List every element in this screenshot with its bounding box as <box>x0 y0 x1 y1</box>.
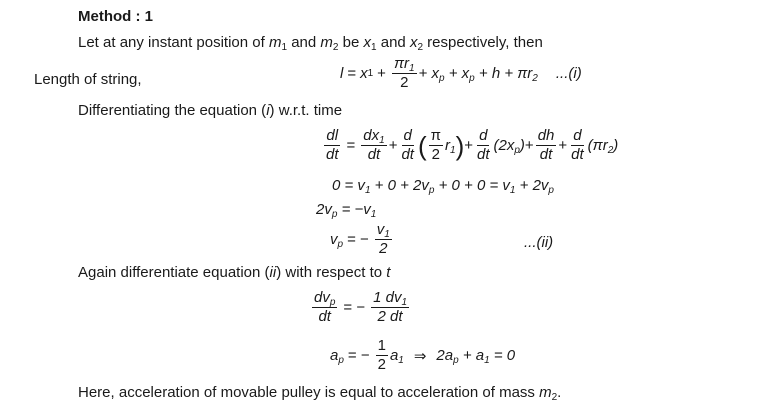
length-label: Length of string, <box>34 71 142 88</box>
intro-line <box>78 34 543 51</box>
eq1-equals: = <box>347 65 357 82</box>
eq1-x1: x <box>360 65 368 82</box>
eq2-pir2: $(\pi r_2)$ <box>587 137 619 156</box>
eq7-equals: = − <box>347 347 370 364</box>
eq5-fraction: $\frac{v_1}{2}$ <box>376 221 390 257</box>
equation-7 <box>330 338 515 373</box>
intro-x2: x <box>409 34 418 51</box>
eq1-rest: + $x_p + x_p + h + \pi r_2$ <box>418 65 538 84</box>
eq5-tag: ...(ii) <box>524 234 554 251</box>
eq1-frac-den: 2 <box>400 74 409 91</box>
eq2-plus-3: + <box>524 137 534 154</box>
eq1-fraction <box>392 56 417 91</box>
intro-m2: m <box>320 34 333 51</box>
eq7-lhs: $a_p$ <box>330 347 344 366</box>
eq7-fraction: $\frac{1}{2}$ <box>377 337 386 373</box>
eq2-2xp: $(2x_p)$ <box>493 137 525 156</box>
eq5-equals: = − <box>347 231 369 248</box>
eq2-rparen-1: ) <box>455 130 465 161</box>
eq1-plus: + <box>377 65 386 82</box>
eq1-lhs: l <box>340 65 344 82</box>
eq7-rhs: $2a_p + a_1 = 0$ <box>436 347 516 366</box>
method-heading: Method : 1 <box>78 8 153 25</box>
intro-x2-sub: 2 <box>417 42 423 53</box>
equation-4: $2v_p = -v_1$ <box>316 201 377 220</box>
eq2-dl-dt: $\frac{dl}{dt}$ <box>326 127 339 163</box>
intro-m2-sub: 2 <box>332 42 339 53</box>
again-text: Again differentiate equation (ii) with respect to t <box>78 264 391 281</box>
intro-x1: x <box>363 34 371 51</box>
intro-x1-sub: 1 <box>371 42 377 53</box>
eq1-frac-num: $\pi r_1$ <box>393 55 415 74</box>
differentiating-text: Differentiating the equation (i) w.r.t. time <box>78 102 343 119</box>
eq2-plus-4: + <box>558 137 568 154</box>
intro-m1-sub: 1 <box>281 42 288 53</box>
eq2-plus-1: + <box>388 137 398 154</box>
eq2-dx1-dt: $\frac{dx_1}{dt}$ <box>363 127 385 163</box>
eq2-dh-dt: $\frac{dh}{dt}$ <box>537 127 555 163</box>
eq7-a1: $a_1$ <box>389 347 404 366</box>
eq1-tag: ...(i) <box>555 65 582 82</box>
conclusion-text: Here, acceleration of movable pulley is equal to acceleration of mass $m_2$. <box>78 384 562 403</box>
eq2-d-dt-2: $\frac{d}{dt}$ <box>477 127 490 163</box>
eq2-equals: = <box>346 137 356 154</box>
intro-pre: Let at any instant position of <box>78 34 269 51</box>
eq2-d-dt-3: $\frac{d}{dt}$ <box>571 127 584 163</box>
eq5-lhs: $v_p$ <box>330 231 344 250</box>
eq2-r1: $r_1$ <box>445 137 456 156</box>
eq2-lparen-1: ( <box>417 130 427 161</box>
intro-m1: m <box>268 34 282 51</box>
intro-and2: and <box>376 34 410 51</box>
eq2-pi-over-2: $\frac{\pi}{2}$ <box>430 127 441 163</box>
eq6-equals: = − <box>343 299 366 316</box>
eq2-d-dt-1: $\frac{d}{dt}$ <box>401 127 414 163</box>
eq6-lhs-fraction: $\frac{dv_p}{dt}$ <box>314 289 336 325</box>
intro-be: be <box>338 34 364 51</box>
equation-6 <box>310 290 411 325</box>
eq6-rhs-fraction: $\frac{1 dv_1}{2 dt}$ <box>373 289 408 325</box>
intro-post: respectively, then <box>423 34 543 51</box>
equation-2 <box>322 128 618 163</box>
equation-3: $0 = v_1 + 0 + 2v_p + 0 + 0 = v_1 + 2v_p$ <box>332 177 554 196</box>
implies-arrow-icon: ⇒ <box>413 347 427 365</box>
equation-1: l = x 1 + $\frac{\pi r_1}{2}$ + $x_p + x_p + h + \pi r_2$ ...(i) <box>340 55 582 91</box>
eq2-plus-2: + <box>464 137 473 154</box>
intro-and: and <box>287 34 321 51</box>
equation-5 <box>330 222 394 257</box>
